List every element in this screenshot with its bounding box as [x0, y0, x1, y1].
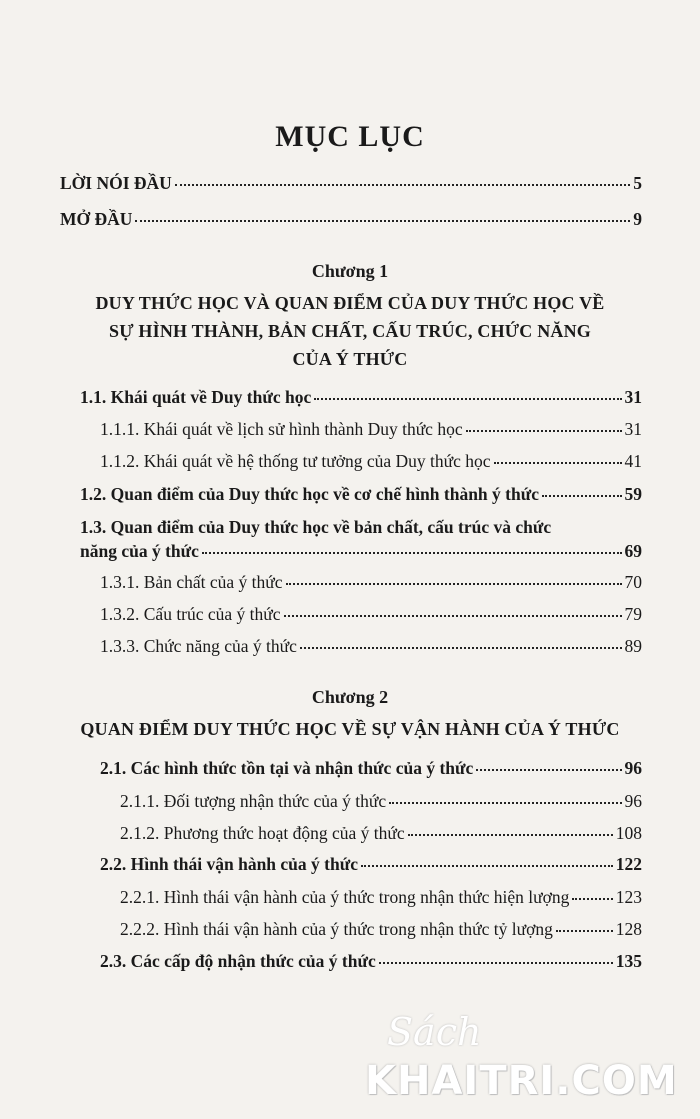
leader-dots — [284, 614, 622, 617]
page-number: 41 — [624, 451, 642, 471]
toc-entry[interactable] — [80, 483, 642, 505]
leader-dots — [300, 646, 622, 649]
toc-entry-label: năng của ý thức — [80, 541, 199, 561]
toc-entry[interactable] — [80, 386, 642, 408]
toc-entry[interactable] — [80, 540, 642, 562]
page-number: 96 — [624, 791, 642, 811]
leader-dots — [175, 183, 630, 186]
watermark-logo — [365, 1010, 685, 1110]
toc-entry-label: 2.1.2. Phương thức hoạt động của ý thức — [120, 823, 405, 843]
leader-dots — [361, 864, 613, 867]
toc-entry-preface[interactable] — [60, 172, 642, 194]
toc-entry[interactable] — [120, 886, 642, 908]
page-number: 59 — [624, 484, 642, 504]
leader-dots — [135, 219, 630, 222]
toc-entry[interactable] — [100, 571, 642, 593]
leader-dots — [556, 929, 613, 932]
toc-entry-label: 1.1.1. Khái quát về lịch sử hình thành Duy thức học — [100, 419, 463, 439]
chapter-title-line: CỦA Ý THỨC — [292, 349, 408, 369]
toc-entry-label: 1.3.3. Chức năng của ý thức — [100, 636, 297, 656]
watermark-brand: KHAITRI.COM — [365, 1058, 678, 1104]
leader-dots — [476, 768, 621, 771]
leader-dots — [286, 582, 622, 585]
chapter-label: Chương 2 — [311, 687, 389, 707]
toc-entry-label: 1.3.1. Bản chất của ý thức — [100, 572, 283, 592]
toc-entry-label: 2.2. Hình thái vận hành của ý thức — [100, 854, 358, 874]
page-number: 79 — [624, 604, 642, 624]
toc-entry-label: 2.3. Các cấp độ nhận thức của ý thức — [100, 951, 376, 971]
toc-entry-label: 1.3.2. Cấu trúc của ý thức — [100, 604, 281, 624]
leader-dots — [494, 461, 622, 464]
leader-dots — [314, 397, 621, 400]
toc-entry-label: 2.2.2. Hình thái vận hành của ý thức trong nhận thức tỷ lượng — [120, 919, 553, 939]
chapter-title-line: SỰ HÌNH THÀNH, BẢN CHẤT, CẤU TRÚC, CHỨC NĂNG — [109, 321, 591, 341]
toc-entry[interactable] — [100, 450, 642, 472]
toc-entry-introduction[interactable] — [60, 208, 642, 230]
leader-dots — [466, 429, 622, 432]
page-number: 89 — [624, 636, 642, 656]
toc-entry[interactable] — [100, 757, 642, 779]
page-number: 128 — [615, 919, 642, 939]
toc-entry[interactable] — [100, 603, 642, 625]
page-number: 96 — [624, 758, 642, 778]
toc-entry-label: 2.1.1. Đối tượng nhận thức của ý thức — [120, 791, 387, 811]
toc-entry-label: 2.1. Các hình thức tồn tại và nhận thức của ý thức — [100, 758, 474, 778]
toc-entry-label: MỞ ĐẦU — [60, 209, 133, 229]
page-number: 122 — [615, 854, 642, 874]
page-number: 9 — [633, 209, 642, 229]
leader-dots — [572, 897, 612, 900]
page-number: 5 — [633, 173, 642, 193]
page-number: 70 — [624, 572, 642, 592]
toc-title: MỤC LỤC — [275, 120, 425, 153]
page-number: 31 — [624, 419, 642, 439]
toc-entry[interactable] — [100, 950, 642, 972]
toc-entry[interactable] — [100, 853, 642, 875]
leader-dots — [202, 551, 622, 554]
toc-entry-label-line[interactable]: 1.3. Quan điểm của Duy thức học về bản chất, cấu trúc và chức — [80, 517, 552, 537]
toc-entry-label: 1.2. Quan điểm của Duy thức học về cơ chế hình thành ý thức — [80, 484, 539, 504]
page-number: 69 — [624, 541, 642, 561]
page-number: 31 — [624, 387, 642, 407]
toc-entry[interactable] — [120, 918, 642, 940]
toc-entry-label: 1.1.2. Khái quát về hệ thống tư tưởng của Duy thức học — [100, 451, 491, 471]
chapter-title-line: DUY THỨC HỌC VÀ QUAN ĐIỂM CỦA DUY THỨC HỌC VỀ — [95, 293, 605, 313]
toc-entry-label: 1.1. Khái quát về Duy thức học — [80, 387, 312, 407]
page-number: 108 — [615, 823, 642, 843]
chapter-title-line: QUAN ĐIỂM DUY THỨC HỌC VỀ SỰ VẬN HÀNH CỦA Ý THỨC — [80, 719, 620, 739]
toc-entry[interactable] — [120, 790, 642, 812]
toc-entry-label: 2.2.1. Hình thái vận hành của ý thức trong nhận thức hiện lượng — [120, 887, 570, 907]
leader-dots — [389, 801, 621, 804]
toc-entry[interactable] — [100, 635, 642, 657]
chapter-label: Chương 1 — [311, 261, 389, 281]
toc-entry-label: LỜI NÓI ĐẦU — [60, 173, 172, 193]
leader-dots — [542, 494, 622, 497]
page-number: 135 — [615, 951, 642, 971]
toc-entry[interactable] — [100, 418, 642, 440]
toc-entry[interactable] — [120, 822, 642, 844]
leader-dots — [379, 961, 613, 964]
page-number: 123 — [615, 887, 642, 907]
watermark-script: Sách — [387, 1010, 482, 1054]
leader-dots — [408, 833, 613, 836]
